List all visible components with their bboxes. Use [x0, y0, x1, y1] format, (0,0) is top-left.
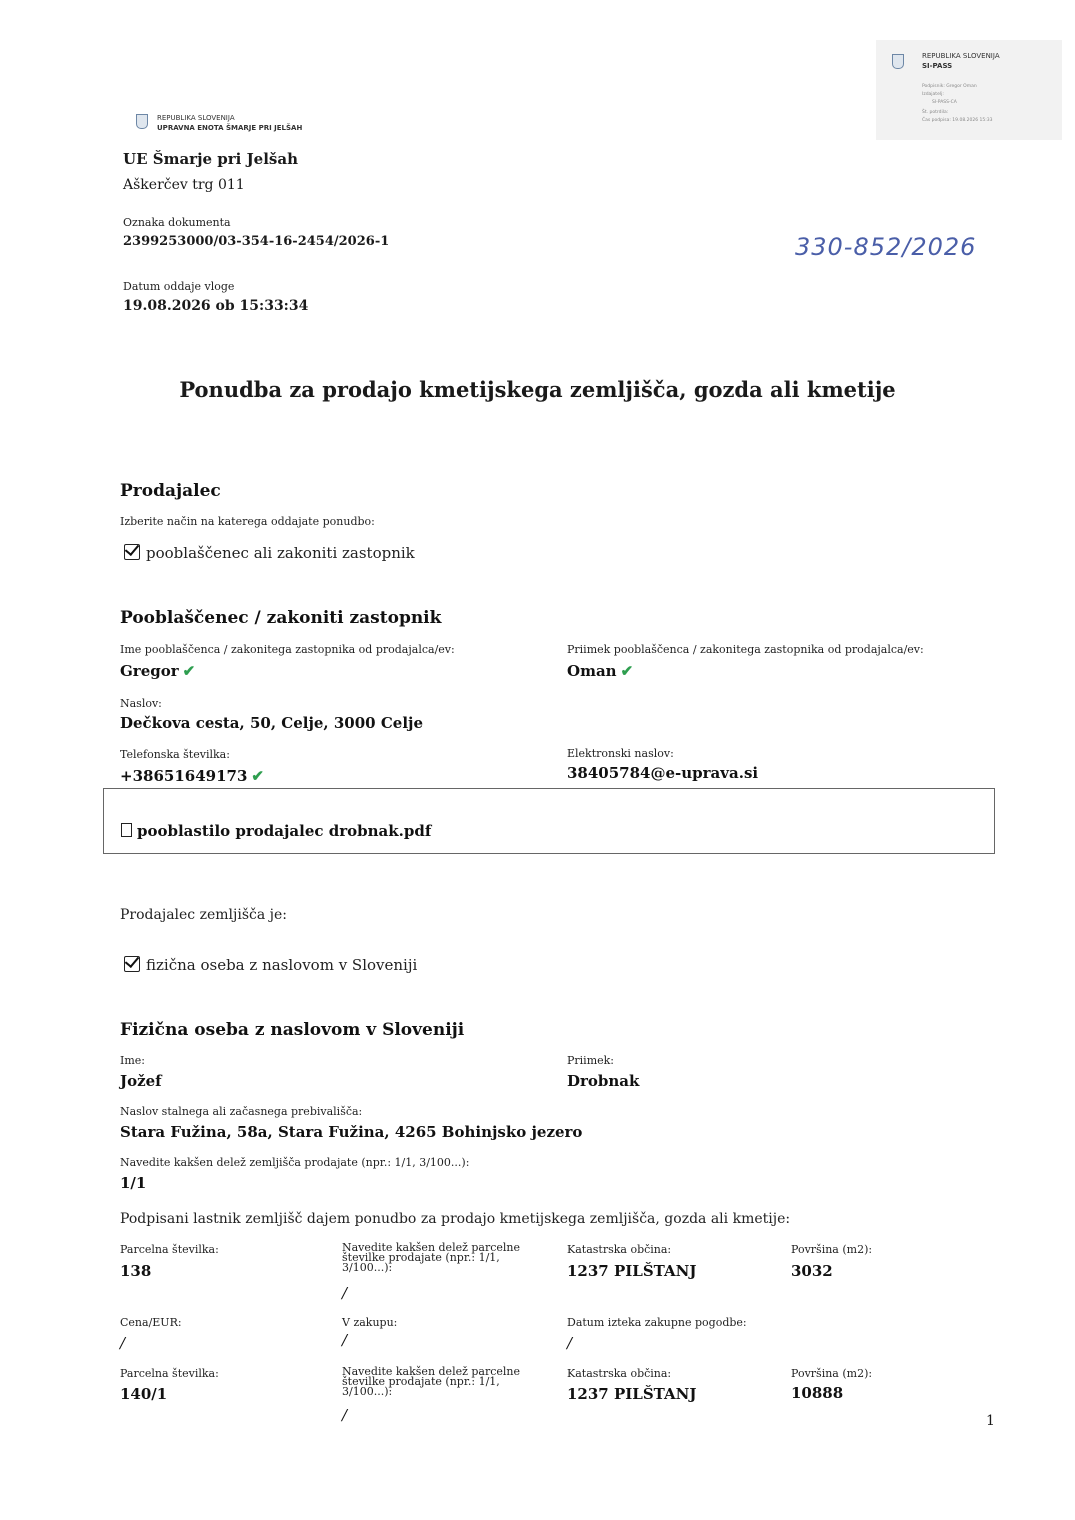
handwritten-number: 330-852/2026	[795, 233, 977, 261]
rep-email: 38405784@e-uprava.si	[567, 764, 759, 782]
cadastral-municipality: 1237 PILŠTANJ	[567, 1385, 697, 1403]
attachment-filename: pooblastilo prodajalec drobnak.pdf	[137, 822, 432, 840]
signature-stamp	[876, 40, 1062, 140]
seller-type-choice	[124, 956, 417, 974]
person-heading: Fizična oseba z naslovom v Sloveniji	[120, 1020, 465, 1040]
parcel-number-label: Parcelna številka:	[120, 1243, 219, 1256]
seller-type-choice-label: fizična oseba z naslovom v Sloveniji	[146, 956, 418, 974]
area-value: 3032	[791, 1262, 833, 1280]
stamp-detail: Čas podpisa: 19.08.2026 15:33	[922, 118, 993, 123]
parcel-number: 138	[120, 1262, 152, 1280]
person-address-label: Naslov stalnega ali začasnega prebivališča:	[120, 1105, 363, 1118]
representative-heading: Pooblaščenec / zakoniti zastopnik	[120, 608, 442, 628]
parcel-share: /	[342, 1284, 348, 1302]
rep-last-name	[567, 662, 633, 680]
person-share-label: Navedite kakšen delež zemljišča prodajate (npr.: 1/1, 3/100...):	[120, 1156, 470, 1169]
rep-last-name-label: Priimek pooblaščenca / zakonitega zastopnika od prodajalca/ev:	[567, 643, 924, 656]
stamp-detail: SI-PASS-CA	[932, 100, 957, 105]
rep-phone-label: Telefonska številka:	[120, 748, 230, 761]
page-title: Ponudba za prodajo kmetijskega zemljišča, gozda ali kmetije	[179, 377, 896, 402]
org-line2: UPRAVNA ENOTA ŠMARJE PRI JELŠAH	[157, 124, 303, 132]
date-label: Datum oddaje vloge	[123, 280, 235, 293]
parcel-share-label: Navedite kakšen delež parcelne številke prodajate (npr.: 1/1, 3/100...):	[342, 1241, 521, 1274]
person-first-name-label: Ime:	[120, 1054, 145, 1067]
cadastral-label: Katastrska občina:	[567, 1243, 672, 1256]
cadastral-municipality: 1237 PILŠTANJ	[567, 1262, 697, 1280]
checkbox-checked-icon[interactable]	[124, 956, 140, 972]
area-value: 10888	[791, 1384, 844, 1402]
doc-id-label: Oznaka dokumenta	[123, 216, 231, 229]
person-last-name: Drobnak	[567, 1072, 640, 1090]
check-icon: ✔	[251, 767, 264, 785]
stamp-line1: REPUBLIKA SLOVENIJA	[922, 52, 1000, 60]
seller-choice	[124, 544, 415, 562]
stamp-detail: Izdajatelj:	[922, 92, 944, 97]
rep-last-name-value: Oman	[567, 662, 617, 680]
org-line1: REPUBLIKA SLOVENIJA	[157, 114, 235, 122]
rep-first-name-label: Ime pooblaščenca / zakonitega zastopnika od prodajalca/ev:	[120, 643, 455, 656]
parcel-share: /	[342, 1406, 348, 1424]
checkbox-checked-icon[interactable]	[124, 544, 140, 560]
person-first-name: Jožef	[120, 1072, 162, 1090]
lease-end-label: Datum izteka zakupne pogodbe:	[567, 1316, 747, 1329]
seller-choice-label: pooblaščenec ali zakoniti zastopnik	[146, 544, 415, 562]
rep-address: Dečkova cesta, 50, Celje, 3000 Celje	[120, 714, 423, 732]
parcel-number: 140/1	[120, 1385, 168, 1403]
seller-choose-label: Izberite način na katerega oddajate ponudbo:	[120, 515, 375, 528]
rep-email-label: Elektronski naslov:	[567, 747, 674, 760]
lease-end-value: /	[567, 1334, 573, 1352]
doc-id: 2399253000/03-354-16-2454/2026-1	[123, 234, 390, 249]
price-value: /	[120, 1334, 126, 1352]
lease-value: /	[342, 1331, 348, 1349]
person-share: 1/1	[120, 1174, 147, 1192]
area-label: Površina (m2):	[791, 1367, 873, 1380]
coat-of-arms-icon	[136, 114, 148, 129]
check-icon: ✔	[182, 662, 196, 680]
rep-phone-value: +38651649173	[120, 767, 248, 785]
file-icon	[121, 823, 132, 837]
area-label: Površina (m2):	[791, 1243, 873, 1256]
stamp-detail: Podpisnik: Gregor Oman	[922, 84, 977, 89]
price-label: Cena/EUR:	[120, 1316, 182, 1329]
stamp-line2: SI-PASS	[922, 62, 953, 70]
cadastral-label: Katastrska občina:	[567, 1367, 672, 1380]
seller-type-label: Prodajalec zemljišča je:	[120, 907, 287, 923]
attachment-box	[103, 788, 995, 854]
page-number: 1	[986, 1413, 995, 1429]
stamp-detail: Št. potrdila:	[922, 110, 949, 115]
attachment-link[interactable]	[121, 822, 431, 840]
parcel-number-label: Parcelna številka:	[120, 1367, 219, 1380]
office-address: Aškerčev trg 011	[123, 177, 245, 193]
rep-address-label: Naslov:	[120, 697, 162, 710]
offer-statement: Podpisani lastnik zemljišč dajem ponudbo za prodajo kmetijskega zemljišča, gozda ali kmetije:	[120, 1211, 791, 1227]
office-name: UE Šmarje pri Jelšah	[123, 150, 298, 168]
rep-first-name-value: Gregor	[120, 662, 179, 680]
lease-label: V zakupu:	[342, 1316, 398, 1329]
parcel-share-label: Navedite kakšen delež parcelne številke prodajate (npr.: 1/1, 3/100...):	[342, 1365, 521, 1398]
rep-first-name	[120, 662, 195, 680]
person-last-name-label: Priimek:	[567, 1054, 615, 1067]
rep-phone	[120, 767, 264, 785]
submission-date: 19.08.2026 ob 15:33:34	[123, 298, 309, 314]
coat-of-arms-icon	[892, 54, 904, 69]
seller-heading: Prodajalec	[120, 481, 221, 501]
person-address: Stara Fužina, 58a, Stara Fužina, 4265 Bohinjsko jezero	[120, 1123, 583, 1141]
check-icon: ✔	[620, 662, 634, 680]
